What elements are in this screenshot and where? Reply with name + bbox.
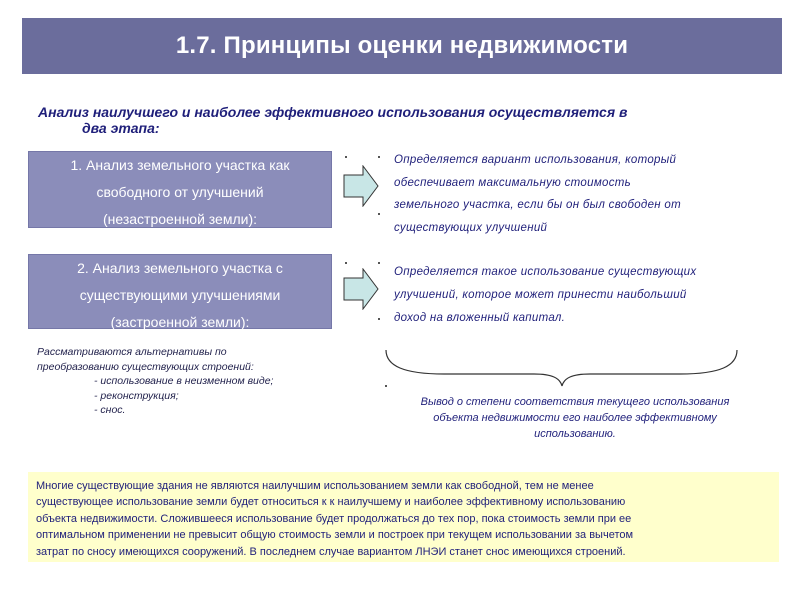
alternative-item: - снос. — [94, 404, 126, 416]
conclusion-line-2: объекта недвижимости его наиболее эффективному — [433, 412, 717, 424]
decor-dot — [378, 262, 380, 264]
stage-2-line-2: существующими улучшениями — [79, 287, 281, 303]
conclusion-text — [380, 394, 770, 442]
note-line-1: Многие существующие здания не являются наилучшим использованием земли как свободной, тем не менее — [36, 480, 594, 492]
stage-2-line-1: 2. Анализ земельного участка с — [77, 260, 283, 276]
decor-dot — [385, 385, 387, 387]
decor-dot — [378, 318, 380, 320]
brace-icon — [384, 348, 739, 388]
conclusion-line-1: Вывод о степени соответствия текущего использования — [420, 396, 730, 408]
stage-1-line-2: свободного от улучшений — [96, 184, 264, 200]
stage-1-box — [28, 151, 332, 228]
stage-1-description — [394, 149, 764, 239]
alternative-item: - реконструкция; — [94, 389, 179, 402]
subtitle — [38, 104, 758, 136]
alternatives-intro-1: Рассматриваются альтернативы по — [37, 346, 227, 358]
note-line-4: оптимальном применении не превысит общую стоимость земли и построек при текущем использовании за вычетом — [36, 529, 634, 542]
alternatives-block — [37, 345, 357, 418]
note-line-2: существующее использование земли будет относиться к к наилучшему и наиболее эффективному использованию — [36, 496, 626, 509]
page-title: 1.7. Принципы оценки недвижимости — [175, 32, 629, 59]
subtitle-line-2: два этапа: — [82, 120, 160, 136]
stage-1-desc-line-4: существующих улучшений — [394, 221, 548, 234]
decor-dot — [345, 156, 347, 158]
decor-dot — [345, 262, 347, 264]
stage-2-line-3: (застроенной земли): — [110, 314, 250, 330]
stage-1-desc-line-3: земельного участка, если бы он был свободен от — [394, 199, 681, 211]
alternative-item: - использование в неизменном виде; — [94, 375, 274, 387]
stage-1-line-3: (незастроенной земли): — [102, 211, 258, 227]
stage-2-description — [394, 261, 764, 330]
conclusion-line-3: использованию. — [534, 428, 616, 440]
stage-2-desc-line-2: улучшений, которое может принести наибольший — [394, 289, 687, 301]
note-box — [28, 472, 779, 562]
stage-1-desc-line-2: обеспечивает максимальную стоимость — [394, 176, 631, 189]
stage-1-line-1: 1. Анализ земельного участка как — [70, 157, 290, 173]
arrow-right-icon — [343, 268, 379, 310]
subtitle-line-1: Анализ наилучшего и наиболее эффективного использования осуществляется в — [38, 104, 628, 120]
note-line-3: объекта недвижимости. Сложившееся использование будет продолжаться до тех пор, пока стоимость земли при ее — [36, 512, 632, 525]
stage-2-box — [28, 254, 332, 329]
stage-1-desc-line-1: Определяется вариант использования, который — [394, 154, 677, 166]
decor-dot — [378, 213, 380, 215]
stage-2-desc-line-3: доход на вложенный капитал. — [394, 312, 566, 324]
title-bar — [22, 18, 782, 74]
alternatives-intro-2: преобразованию существующих строений: — [37, 360, 254, 373]
stage-2-desc-line-1: Определяется такое использование существующих — [394, 266, 697, 278]
note-line-5: затрат по сносу имеющихся сооружений. В последнем случае вариантом ЛНЭИ станет снос имеющихся строений. — [36, 545, 626, 558]
arrow-right-icon — [343, 165, 379, 207]
decor-dot — [378, 156, 380, 158]
